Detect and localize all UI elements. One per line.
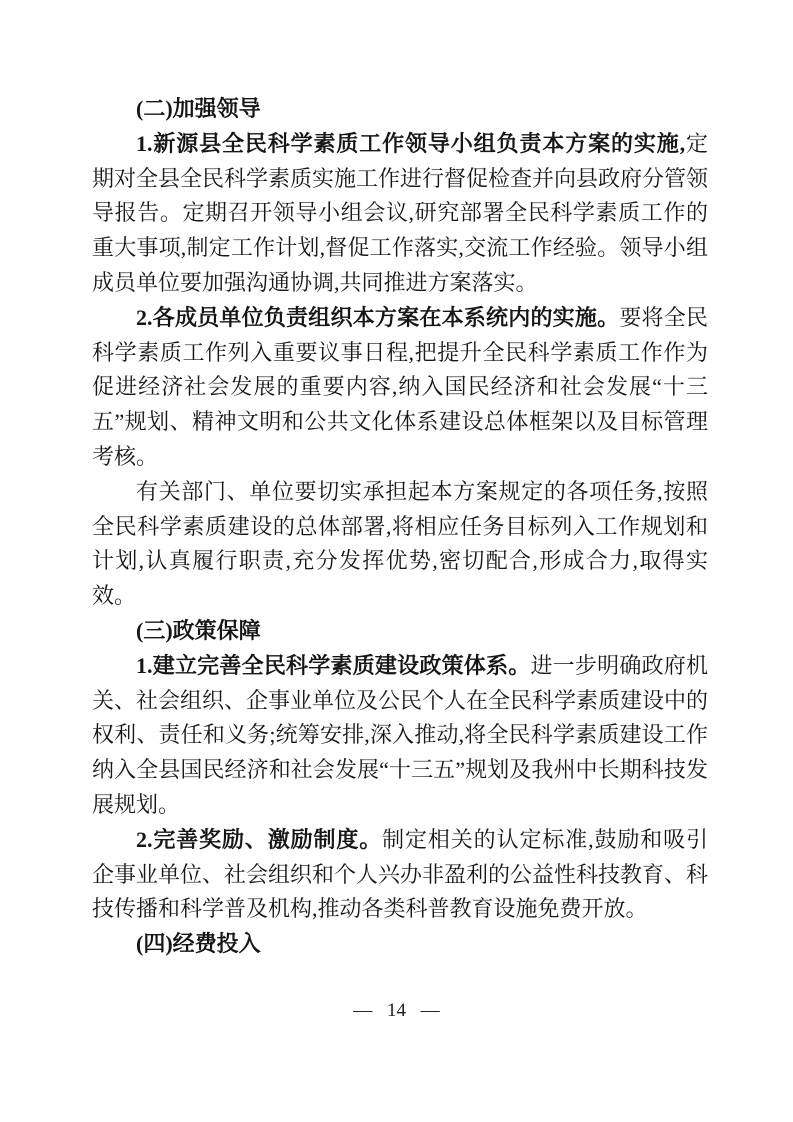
paragraph-text: 要将全民科学素质工作列入重要议事日程,把提升全民科学素质工作作为促进经济社会发展的重要内容,纳入国民经济和社会发展“十三五”规划、精神文明和公共文化体系建设总体框架以及目标管理考核。 [92,304,708,469]
paragraph-text: 定期对全县全民科学素质实施工作进行督促检查并向县政府分管领导报告。定期召开领导小组会议,研究部署全民科学素质工作的重大事项,制定工作计划,督促工作落实,交流工作经验。领导小组成员单位要加强沟通协调,共同推进方案落实。 [92,130,709,295]
paragraph-departments-duties [92,475,708,614]
section-heading-3: (三)政策保障 [136,617,261,643]
paragraph-leadership-2 [92,301,708,475]
paragraph-bold-lead: 1.建立完善全民科学素质建设政策体系。 [136,652,531,678]
footer-page-number: — 14 — [353,1000,440,1021]
document-body [92,92,708,962]
paragraph-bold-lead: 2.完善奖励、激励制度。 [136,826,383,852]
paragraph-text: 进一步明确政府机关、社会组织、企事业单位及公民个人在全民科学素质建设中的权利、责任和义务;统筹安排,深入推动,将全民科学素质建设工作纳入全县国民经济和社会发展“十三五”规划及我州中长期科技发展规划。 [92,652,709,817]
paragraph-text: 制定相关的认定标准,鼓励和吸引企事业单位、社会组织和个人兴办非盈利的公益性科技教育、科技传播和科学普及机构,推动各类科普教育设施免费开放。 [92,826,709,922]
paragraph-bold-lead: 2.各成员单位负责组织本方案在本系统内的实施。 [136,304,620,330]
section-heading-4: (四)经费投入 [136,931,261,957]
paragraph-text: 有关部门、单位要切实承担起本方案规定的各项任务,按照全民科学素质建设的总体部署,将相应任务目标列入工作规划和计划,认真履行职责,充分发挥优势,密切配合,形成合力,取得实效。 [92,478,708,609]
paragraph-bold-lead: 1.新源县全民科学素质工作领导小组负责本方案的实施, [136,130,686,156]
paragraph-policy-2 [92,823,708,927]
paragraph-policy-1 [92,649,708,823]
section-heading-2: (二)加强领导 [136,96,261,121]
paragraph-leadership-1 [92,127,708,301]
